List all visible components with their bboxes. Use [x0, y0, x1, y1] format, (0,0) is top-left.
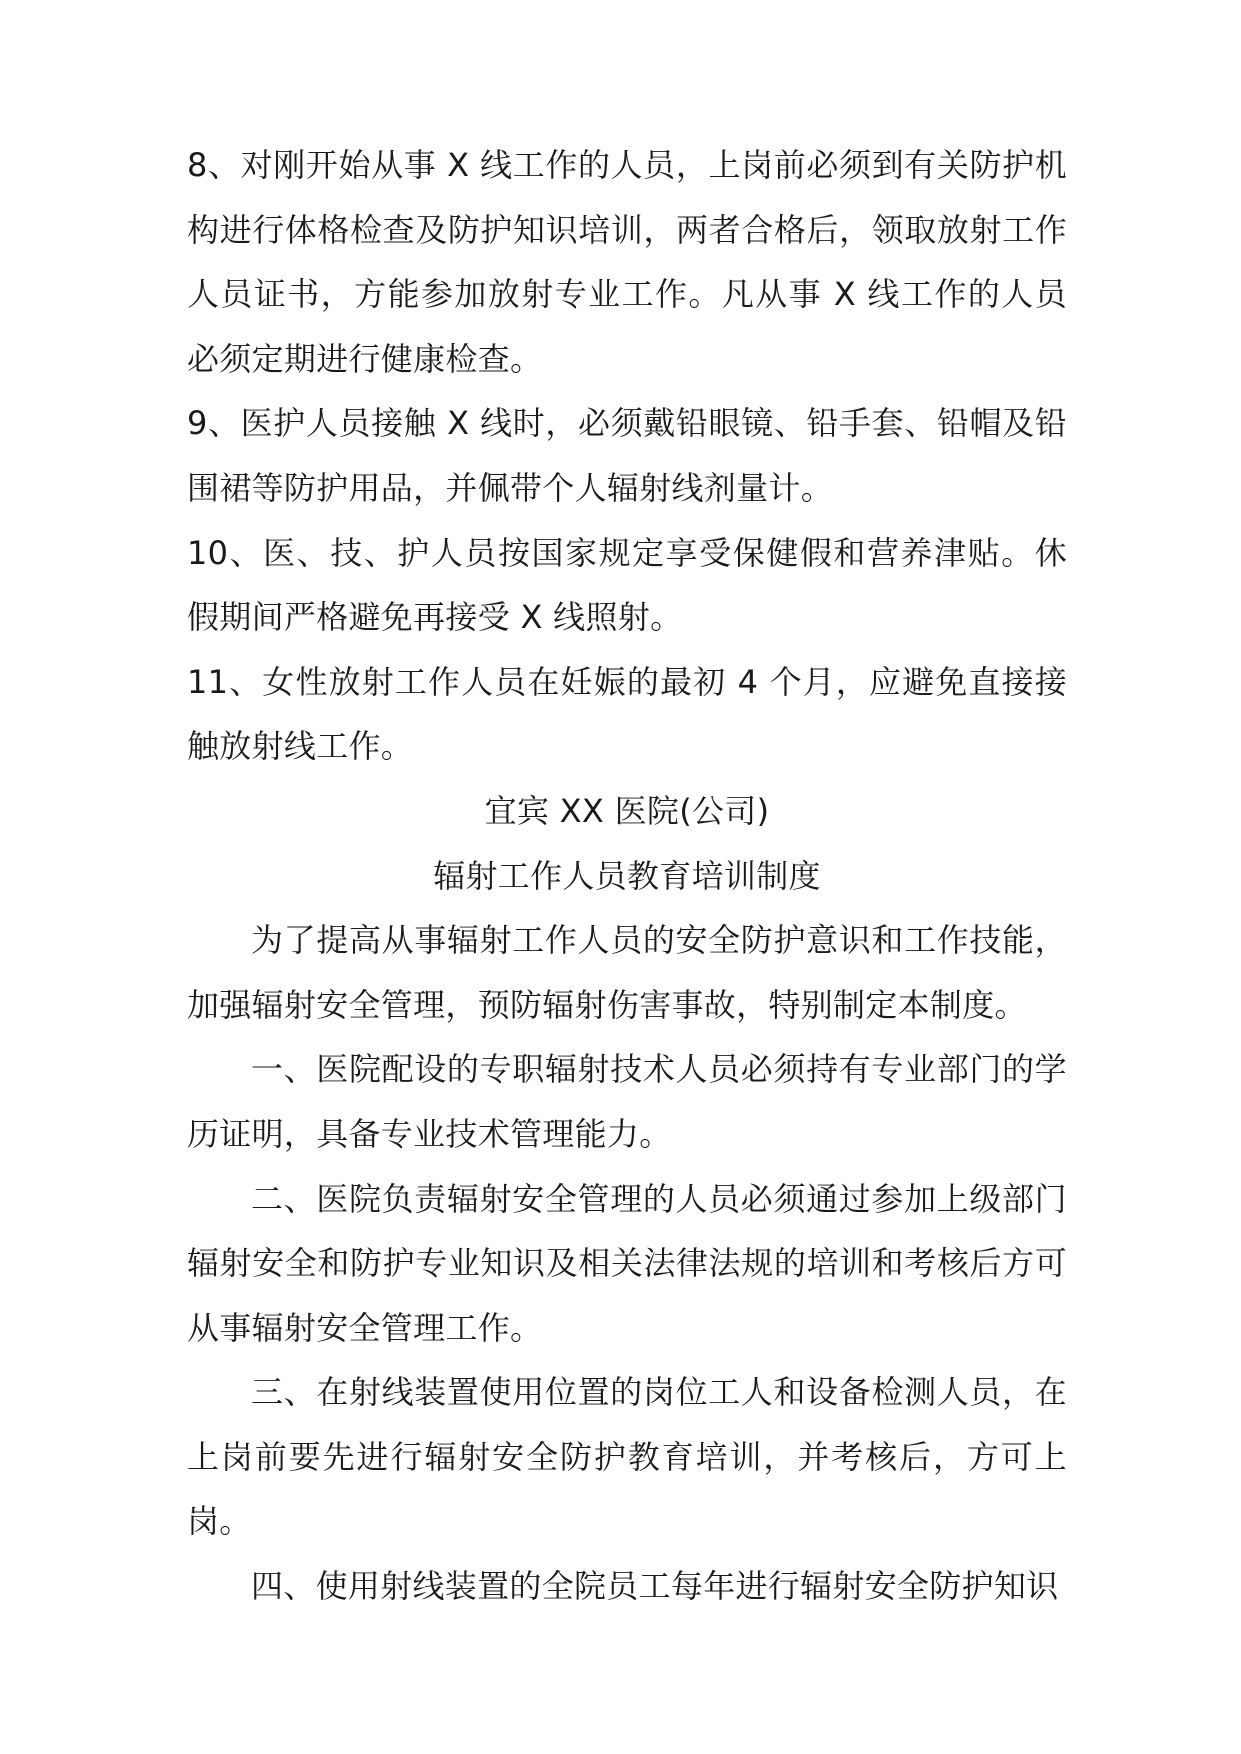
- intro-paragraph: 为了提高从事辐射工作人员的安全防护意识和工作技能，加强辐射安全管理，预防辐射伤害事故，特别制定本制度。: [187, 921, 1067, 1024]
- section-title: 辐射工作人员教育培训制度: [433, 856, 821, 895]
- clause-4: 四、使用射线装置的全院员工每年进行辐射安全防护知识: [251, 1567, 1059, 1606]
- clause-3: 三、在射线装置使用位置的岗位工人和设备检测人员，在上岗前要先进行辐射安全防护教育培训，并考核后，方可上岗。: [187, 1373, 1067, 1541]
- list-item-8: 8、对刚开始从事 X 线工作的人员，上岗前必须到有关防护机构进行体格检查及防护知识培训，两者合格后，领取放射工作人员证书，方能参加放射专业工作。凡从事 X 线工作的人员必须定期进行健康检查。: [187, 146, 1067, 378]
- clause-1: 一、医院配设的专职辐射技术人员必须持有专业部门的学历证明，具备专业技术管理能力。: [187, 1050, 1067, 1153]
- list-item-9: 9、医护人员接触 X 线时，必须戴铅眼镜、铅手套、铅帽及铅围裙等防护用品，并佩带个人辐射线剂量计。: [187, 404, 1067, 507]
- list-item-11: 11、女性放射工作人员在妊娠的最初 4 个月，应避免直接接触放射线工作。: [187, 662, 1067, 766]
- list-item-10: 10、医、技、护人员按国家规定享受保健假和营养津贴。休假期间严格避免再接受 X 线照射。: [187, 533, 1067, 637]
- document-body: [187, 133, 1067, 1619]
- clause-2: 二、医院负责辐射安全管理的人员必须通过参加上级部门辐射安全和防护专业知识及相关法律法规的培训和考核后方可从事辐射安全管理工作。: [187, 1179, 1067, 1347]
- org-name-heading: 宜宾 XX 医院(公司): [484, 791, 770, 830]
